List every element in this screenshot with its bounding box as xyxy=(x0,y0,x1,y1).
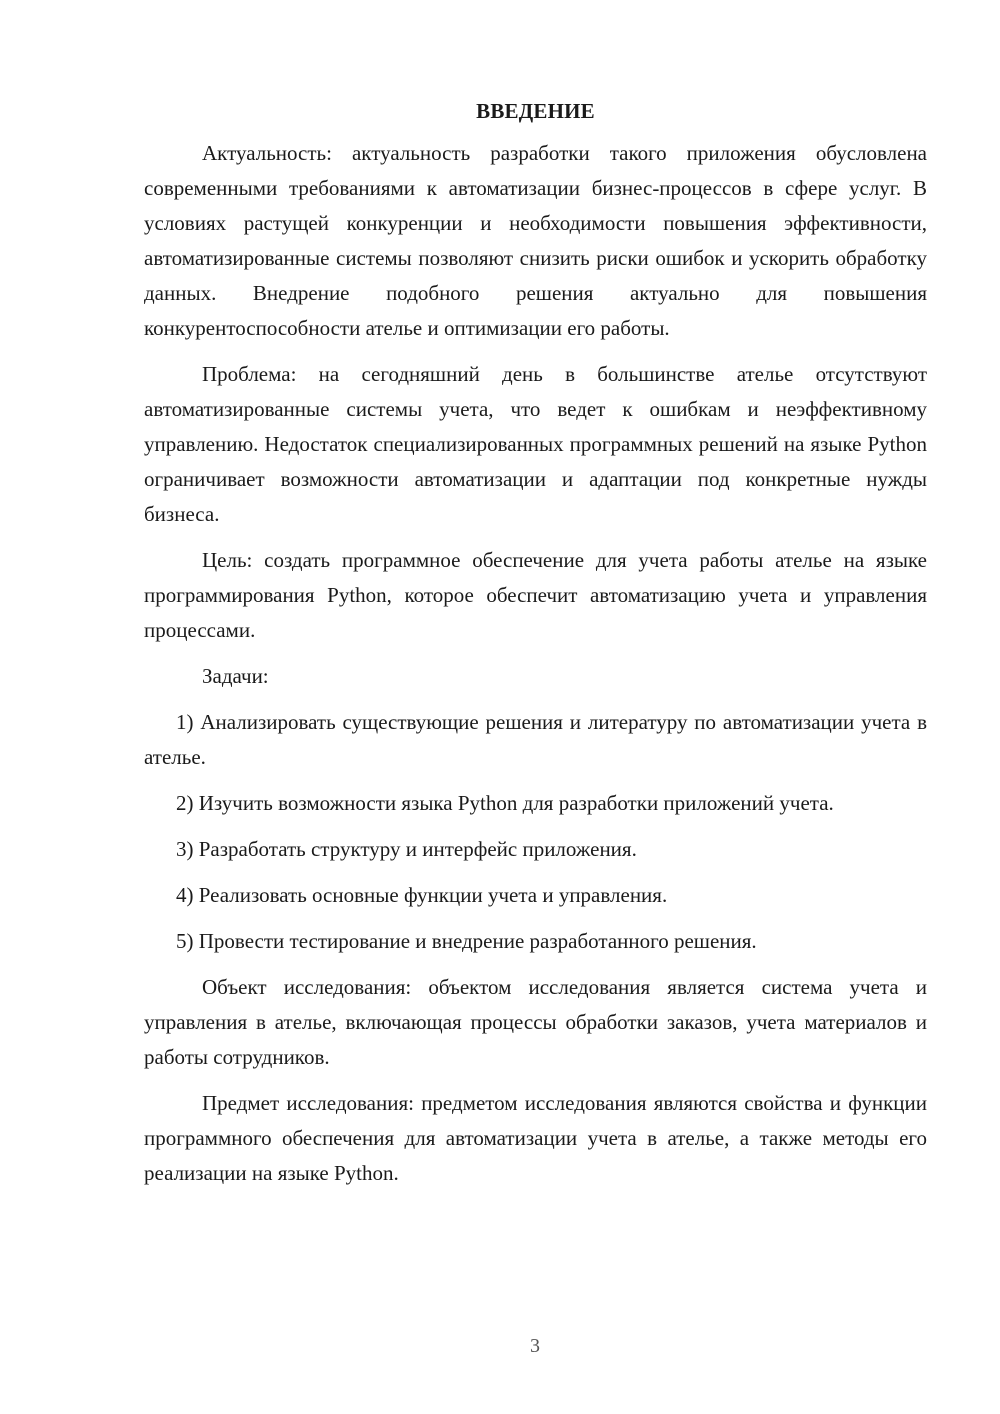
task-item-3: 3) Разработать структуру и интерфейс приложения. xyxy=(176,837,637,861)
section-heading: ВВЕДЕНИЕ xyxy=(476,99,595,123)
paragraph-goal: Цель: создать программное обеспечение для учета работы ателье на языке программирования Python, которое обеспечит автоматизацию учета и управления процессами. xyxy=(144,548,927,642)
paragraph-tasks-heading: Задачи: xyxy=(202,664,269,688)
paragraph-relevance: Актуальность: актуальность разработки такого приложения обусловлена современными требованиями к автоматизации бизнес-процессов в сфере услуг. В условиях растущей конкуренции и необходимости повышения эффективности, автоматизированные системы позволяют снизить риски ошибок и ускорить обработку данных. Внедрение подобного решения актуально для повышения конкурентоспособности ателье и оптимизации его работы. xyxy=(144,141,927,340)
task-item-4: 4) Реализовать основные функции учета и управления. xyxy=(176,883,668,907)
paragraph-problem: Проблема: на сегодняшний день в большинстве ателье отсутствуют автоматизированные системы учета, что ведет к ошибкам и неэффективному управлению. Недостаток специализированных программных решений на языке Python ограничивает возможности автоматизации и адаптации под конкретные нужды бизнеса. xyxy=(144,362,927,526)
document-page xyxy=(144,96,927,1202)
paragraph-object: Объект исследования: объектом исследования является система учета и управления в ателье, включающая процессы обработки заказов, учета материалов и работы сотрудников. xyxy=(144,975,927,1069)
paragraph-subject: Предмет исследования: предметом исследования являются свойства и функции программного обеспечения для автоматизации учета в ателье, а также методы его реализации на языке Python. xyxy=(144,1091,927,1185)
task-item-2: 2) Изучить возможности языка Python для разработки приложений учета. xyxy=(176,791,834,815)
task-item-5: 5) Провести тестирование и внедрение разработанного решения. xyxy=(176,929,757,953)
page-number: 3 xyxy=(530,1335,540,1357)
task-item-1: 1) Анализировать существующие решения и литературу по автоматизации учета в ателье. xyxy=(144,710,927,769)
